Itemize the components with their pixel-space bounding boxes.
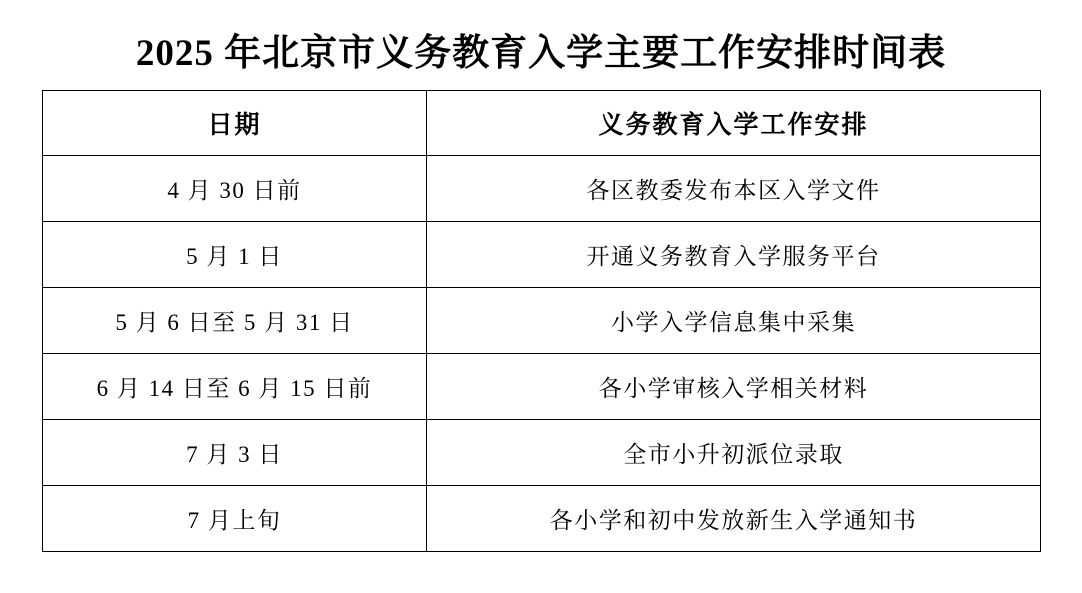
column-header-date: 日期 (42, 91, 427, 156)
cell-task: 开通义务教育入学服务平台 (427, 222, 1040, 288)
cell-task: 各区教委发布本区入学文件 (427, 156, 1040, 222)
table-header (42, 91, 1040, 156)
cell-date: 4 月 30 日前 (42, 156, 427, 222)
table-body (42, 156, 1040, 552)
column-header-task: 义务教育入学工作安排 (427, 91, 1040, 156)
table-row (42, 156, 1040, 222)
table-header-row (42, 91, 1040, 156)
cell-task: 全市小升初派位录取 (427, 420, 1040, 486)
cell-date: 7 月上旬 (42, 486, 427, 552)
table-row (42, 420, 1040, 486)
table-row (42, 486, 1040, 552)
table-row (42, 222, 1040, 288)
cell-task: 各小学和初中发放新生入学通知书 (427, 486, 1040, 552)
schedule-table (42, 90, 1041, 552)
schedule-table-container (42, 90, 1041, 552)
table-row (42, 354, 1040, 420)
table-row (42, 288, 1040, 354)
cell-date: 5 月 1 日 (42, 222, 427, 288)
page-title: 2025 年北京市义务教育入学主要工作安排时间表 (135, 33, 947, 74)
cell-date: 6 月 14 日至 6 月 15 日前 (42, 354, 427, 420)
cell-date: 7 月 3 日 (42, 420, 427, 486)
cell-task: 小学入学信息集中采集 (427, 288, 1040, 354)
cell-task: 各小学审核入学相关材料 (427, 354, 1040, 420)
cell-date: 5 月 6 日至 5 月 31 日 (42, 288, 427, 354)
